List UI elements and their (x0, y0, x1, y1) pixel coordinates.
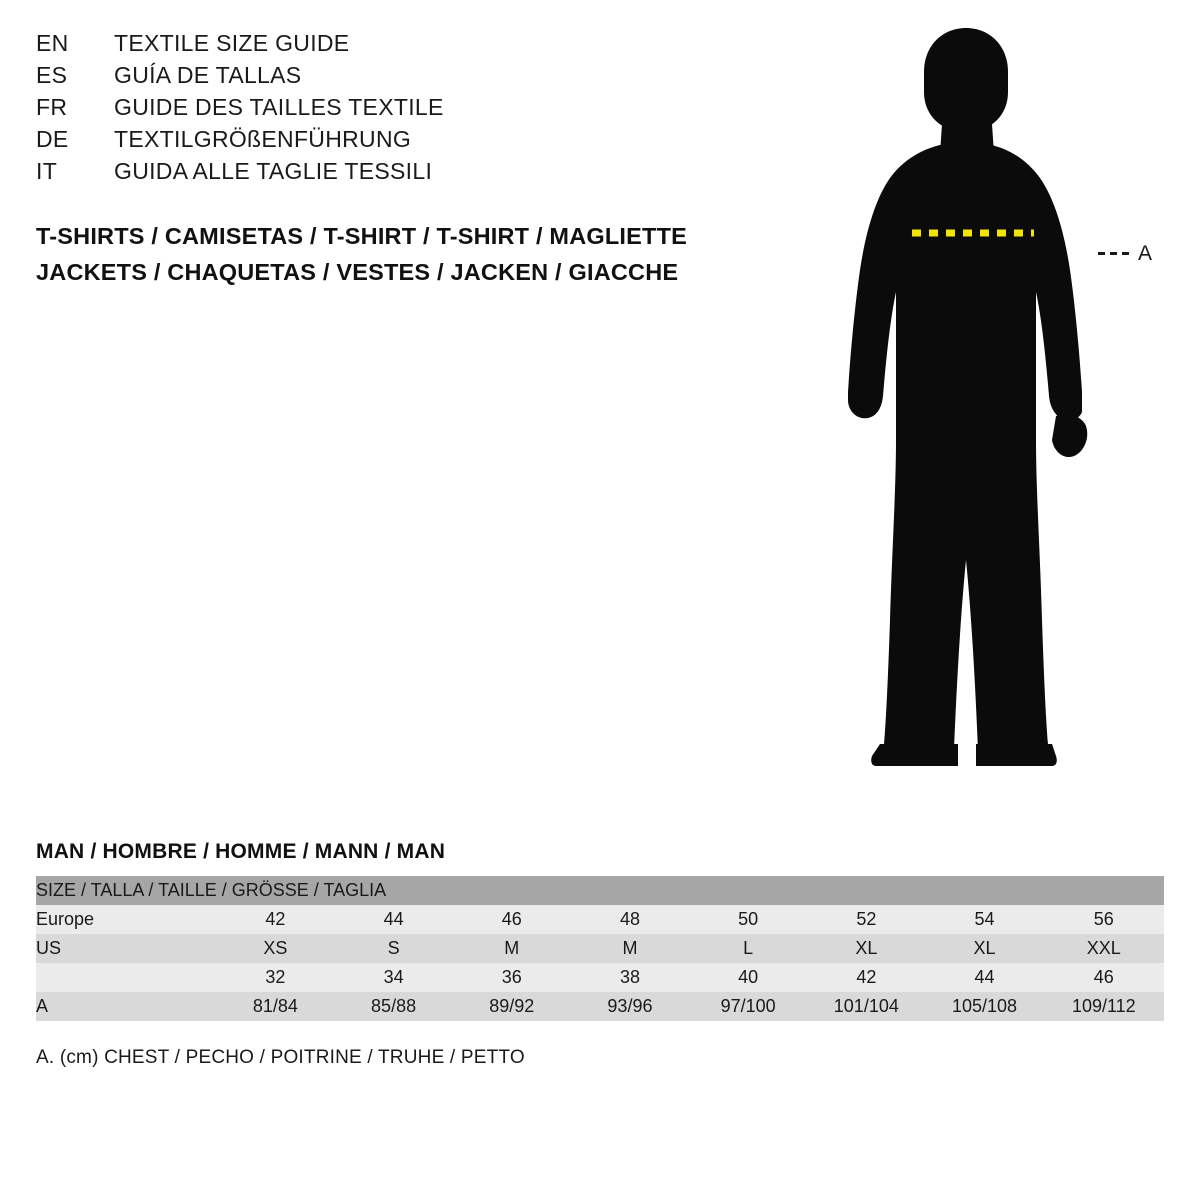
cell: XL (807, 934, 925, 963)
row-label: US (36, 934, 216, 963)
cell: 40 (689, 963, 807, 992)
language-row (36, 94, 756, 126)
size-table (36, 876, 1164, 1021)
cell: 81/84 (216, 992, 334, 1021)
cell: 89/92 (453, 992, 571, 1021)
language-code: ES (36, 62, 68, 88)
table-header-label: SIZE / TALLA / TAILLE / GRÖSSE / TAGLIA (36, 876, 1164, 905)
cell: 85/88 (334, 992, 452, 1021)
language-code: DE (36, 126, 69, 152)
row-label (36, 963, 216, 992)
language-code: EN (36, 30, 69, 56)
measure-leader-line (1098, 252, 1132, 255)
cell: M (571, 934, 689, 963)
cell: 101/104 (807, 992, 925, 1021)
category-headings (36, 218, 796, 290)
language-row (36, 30, 756, 62)
table-row (36, 963, 1164, 992)
silhouette-svg (820, 20, 1180, 790)
language-row (36, 126, 756, 158)
cell: M (453, 934, 571, 963)
size-table-section (36, 840, 1164, 1069)
language-title: TEXTILGRÖßENFÜHRUNG (114, 126, 412, 152)
row-label: Europe (36, 905, 216, 934)
language-title: TEXTILE SIZE GUIDE (114, 30, 350, 56)
cell: XL (925, 934, 1043, 963)
cell: L (689, 934, 807, 963)
table-header-row (36, 876, 1164, 905)
table-row (36, 934, 1164, 963)
table-group-title: MAN / HOMBRE / HOMME / MANN / MAN (36, 840, 446, 863)
cell: 44 (334, 905, 452, 934)
language-title: GUIDE DES TAILLES TEXTILE (114, 94, 444, 120)
cell: 97/100 (689, 992, 807, 1021)
language-title: GUÍA DE TALLAS (114, 62, 302, 88)
cell: 36 (453, 963, 571, 992)
category-tshirts: T-SHIRTS / CAMISETAS / T-SHIRT / T-SHIRT / MAGLIETTE (36, 223, 687, 249)
language-code: FR (36, 94, 68, 120)
cell: 54 (925, 905, 1043, 934)
cell: 48 (571, 905, 689, 934)
cell: XS (216, 934, 334, 963)
cell: 42 (216, 905, 334, 934)
cell: 109/112 (1044, 992, 1164, 1021)
category-jackets: JACKETS / CHAQUETAS / VESTES / JACKEN / GIACCHE (36, 259, 679, 285)
cell: 38 (571, 963, 689, 992)
cell: 44 (925, 963, 1043, 992)
table-footnote: A. (cm) CHEST / PECHO / POITRINE / TRUHE / PETTO (36, 1047, 525, 1068)
table-row (36, 905, 1164, 934)
cell: XXL (1044, 934, 1164, 963)
language-code: IT (36, 158, 58, 184)
cell: 93/96 (571, 992, 689, 1021)
table-row (36, 992, 1164, 1021)
measure-label-a: A (1138, 242, 1153, 265)
cell: 46 (1044, 963, 1164, 992)
cell: 50 (689, 905, 807, 934)
cell: 42 (807, 963, 925, 992)
cell: 32 (216, 963, 334, 992)
cell: 34 (334, 963, 452, 992)
cell: S (334, 934, 452, 963)
language-title: GUIDA ALLE TAGLIE TESSILI (114, 158, 433, 184)
language-list (36, 30, 756, 190)
cell: 46 (453, 905, 571, 934)
row-label: A (36, 992, 216, 1021)
language-row (36, 158, 756, 190)
man-silhouette-figure (820, 20, 1180, 790)
cell: 105/108 (925, 992, 1043, 1021)
cell: 52 (807, 905, 925, 934)
cell: 56 (1044, 905, 1164, 934)
language-row (36, 62, 756, 94)
